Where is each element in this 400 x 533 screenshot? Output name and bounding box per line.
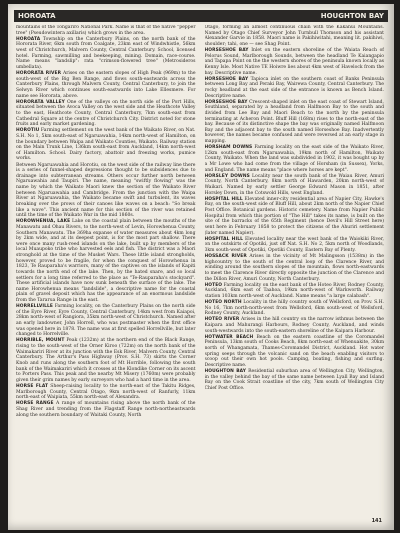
entry-headword: HOROWHENUA, LAKE: [16, 219, 71, 225]
entry-headword: HORSESHOE BAY: [204, 76, 249, 82]
entry-text: Farming locality on the east bank of the Hoteo River, Rodney County, Auckland, 6km east of Taahoa, 19km north-west of Warkworth. Railway station 103km north-west of Auckland. Name means "a large calabash".: [204, 282, 384, 299]
gazetteer-entry: [16, 128, 196, 162]
gazetteer-entry: [205, 174, 385, 197]
entry-text: Elevated locality near the west bank of the Waiokiki River, on the outskirts of Opotiki, just off Nat. S.H. No 2, 5km north of Woodlands, 3km south-west of Opotiki, Opotiki County, Eastern Bay of Plenty.: [204, 236, 384, 253]
entry-text: Arises in the vicinity of Mt Malingsson (1538m) in the highcountry to the south of the central loop of the Clarence River, and winding around the southern slopes of the mountain, flows north-eastwards to meet the Clarence River directly opposite the junction of the Clarence and the Dillon River, Amuri County, North Canterbury.: [204, 254, 384, 282]
entry-text: Farming settlement on the west bank of the Waikato River, on Nat. S.H. No 1, 5km south-east of Ngaruawahia, 14km north-west of Hamilton, on the boundary between Waipa and Waikato Counties, Waikato. Railway station on the Main Trunk Line, 136km south-east from Auckland, 14km north-west of Hamilton. School. Dairy factory, abattoir and freezing works, pumice works.: [16, 128, 196, 162]
entry-text: Peak (1232m) at the northern end of the Black Range, rising to the south-west of the Orner Kiroo (722m) on the north bank of the Waimakariri River at its junction with the Esk River, Malvern County, Central Canterbury. The Arthur's Pass Highway (Prov. S.H. 73) skirts the Corner Knob and runs along the southern foot of Mt Horrible, following the south bank of the Waimakariri which it crosses at the Klondike Corner on its ascent to Porters Pass. This peak and the nearby Mt Misery (1760m) were probably given their grim names by early surveyors who had a hard time in the area.: [16, 338, 196, 383]
entry-text: Inlet on the eastern shoreline of the Waiata Reach of Pelorus Sound, Marlborough Sounds, between the headland Te Kaiangapio and Tapapa Point on the the western shores of the peninsula known locally as Kenny Isle. Most Native TE Hoiwre lies about 4km west of Havelock from the bay. Descriptive name.: [204, 48, 384, 76]
gazetteer-entry: [205, 335, 385, 369]
entry-headword: HOTEO RIVER: [204, 317, 240, 323]
entry-text: Between Ngaruawahia and Horotiu, on the west side of the railway line there is a series of funnel-shaped depressions thought to be subsidences due to drainage into subterranean streams. Others occur further north between Ngaruawahia and Taupiri. The name, meaning "swiftly flowing" was the name by which the Waikato Maori knew the section of the Waikato River between Ngaruawahia and Cambridge. From the junction with the Waipa River at Ngaruawahia, the Waikato became swift and turbulent, its waves breaking over the prows of their canoes like waves on a beach: "So break like a wave". This ancient name for this section of the river was retained until the time of the Waikato War in the mid 1860s.: [16, 162, 196, 219]
gazetteer-entry: [205, 25, 385, 48]
text-columns: [16, 25, 384, 512]
gazetteer-entry: [205, 145, 385, 173]
entry-headword: HORSE RANGE: [16, 401, 54, 407]
entry-text: Lake on the coastal plain between the mouths of the Manawatu and Ohau Rivers, to the north-west of Levin, Horowhenua County, Southern Manawatu. The 369ha expanse of water measures about 4km long by 2km wide, and at its deepest point, is for the most part shallow. There were once many rush-reed islands on the lake, built up by members of the local Muaupoko tribe who harvested eels and fish. The district was a Maori stronghold at the time of the Musket Wars. These little island strongholds, however, proved to be fragile, for when the conquest of Horowhenua in 1823, Te Rauparaha's warriors, many of the captives on the islands of Kapiti towards the north end of the lake. Then, by the hated snare, and so local settlers for a long time referred to the place as "Te-Rauparaha's stockyard". These artificial islands have now sunk beneath the surface of the lake. The name Horowhenua means "landslide", a descriptive name for the coastal plain of gravel deposit which has the appearance of an enormous landslide from the Tararua Range in the east.: [16, 219, 196, 303]
entry-text: Farming locality, on the Canterbury Plains on the north side of the Eyre River, Eyre County, Central Canterbury, 14km west from Kaiapoi, 28km north-west of Rangiora, 35km north-west of Christchurch. Named after an early landowner, John Horrell, who was postmaster when the first office was opened here in 1878. The name was at first spelled Horrellville, but later changed to Horrelville.: [16, 304, 196, 338]
gazetteer-entry: [205, 317, 385, 334]
entry-text: Farming locality on the east side of the Waikato River, 12km south-east from Ngaruawahia, 19km north of Hamilton, Waikato County, Waikato. When the land was subdivided in 1902, it was bought up by a Mr Lowe who had come from the village of Horsham (in Sussex), Yorks, and England. The name means "place where horses are kept".: [204, 145, 384, 173]
entry-headword: HORSESHOE BAY: [204, 48, 249, 53]
entry-text: Locality in the hilly country south of Wellsford, on Prov. S.H. No 16, 7km north-north-west from Wellsford, 6km south-west of Wellsford, Rodney County, Auckland.: [204, 300, 384, 317]
entry-headword: HOSPITAL HILL: [204, 196, 243, 202]
entry-text: Locality near the south bank of the Waiau River, Amuri County, North Canterbury, 8km north of Hawarden, 20km north-west of Waikari. Named by early settler George Edward Mason in 1851, after Horsley Down, in the Cotswold Hills, west England.: [204, 173, 384, 196]
entry-headword: HOSSACK RIVER: [204, 254, 247, 259]
entry-headword: HOUGHTON BAY: [204, 369, 247, 374]
entry-headword: HORORATA VALLEY: [16, 99, 65, 105]
entry-text: mountains of the Tongariro National Park. Name is that of the native "pepper tree" (Pseudowintera axillaris) which grows in the area.: [16, 25, 196, 36]
entry-headword: HOTEO NORTH: [204, 300, 242, 305]
entry-text: Arises on the eastern slopes of High Peak (969m) to the south-west of the Big Ben Range, and flows south-eastwards across the Canterbury Plains, through Malvern County, Central Canterbury, to join the Selwyn River which continues south-eastwards into Lake Ellesmere. For name see Hororata, above.: [16, 71, 196, 99]
page-number: 141: [371, 518, 382, 524]
gazetteer-entry: [16, 401, 196, 418]
entry-headword: HORRIBLE, MOUNT: [16, 338, 65, 344]
entry-headword: HOTWATER BEACH: [204, 334, 254, 340]
gazetteer-entry: [205, 300, 385, 317]
entry-headword: HORSHAM DOWNS: [204, 145, 253, 151]
gazetteer-entry: [205, 77, 385, 100]
gazetteer-entry: [16, 338, 196, 383]
gazetteer-entry: [16, 37, 196, 71]
gazetteer-entry: [205, 237, 385, 254]
gazetteer-entry: [205, 254, 385, 282]
entry-text: Arises in the hill country on the narrow isthmus between the Kaipara and Mahurangi Harbours, Rodney County, Auckland, and winds south-westwards into the south-eastern shoreline of the Kaipara Harbour.: [204, 317, 384, 334]
gazetteer-entry: [16, 100, 196, 128]
gazetteer-entry: [205, 100, 385, 145]
gazetteer-entry: [16, 25, 196, 36]
gazetteer-entry: [16, 384, 196, 401]
entry-text: Beach on the eastern coastline of the Coromandel Peninsula, 13km south of Cooks Beach, 8km north-east of Whenuakite, 30km north of Whangamata, Thames-Coromandel District, Auckland. Hot water spring seeps through the volcanic sand on the beach enabling visitors to scoop out their own hot pools. Camping, boating, fishing and surfing. Descriptive name.: [204, 334, 384, 368]
header-left: HOROATA: [18, 12, 56, 20]
entry-text: A range of mountains rising above the north bank of the Shag River and trending from the Flagstaff Range north-northeastwards along the southern boundary of Waitaki County, North: [16, 401, 196, 418]
entry-text: Otago, forming an almost continuous chain with the Kakanui Mountains. Named by Otago Chief Surveyor John Turnbull Thomson and his assistant Alexander Garvie in 1858. Maori name is Pakihiwitahi, meaning lit. pakihiwi, shoulder; tahi, one — see Shag Point.: [204, 25, 384, 47]
entry-headword: HORSE FLAT: [16, 383, 49, 389]
right-column: [205, 25, 385, 512]
entry-headword: HORRELLVILLE: [16, 304, 53, 310]
gazetteer-entry: [205, 369, 385, 392]
entry-text: Tapioca inlet on the southern coast of Banks Peninsula between Long Bay and Peraki Bay, Wairewa County, Central Canterbury. The rocky headland at the east side of the entrance is known as Bench Island. Descriptive name.: [204, 76, 384, 99]
left-column: [16, 25, 196, 512]
gazetteer-entry: [16, 163, 196, 219]
entry-text: Residential suburban area of Wellington City, Wellington, in the valley behind the bay of the same name between Lyall Bay and Island Bay on the Cook Strait coastline of the city, 7km south of Wellington City Chief Post Office.: [204, 369, 384, 391]
gazetteer-entry: [205, 283, 385, 300]
book-page: [8, 4, 394, 530]
entry-headword: HOSPITAL HILL: [204, 236, 243, 242]
entry-headword: HOTEO: [204, 282, 223, 288]
gazetteer-entry: [16, 71, 196, 99]
running-header: [14, 10, 388, 22]
header-right: HOUGHTON BAY: [320, 12, 384, 20]
gazetteer-entry: [205, 48, 385, 76]
entry-text: Crescent-shaped inlet on the east coast of Stewart Island, Southland, separated by a headland from Halfmoon Bay to the south and divided from Lee Bay and Maori Beach to the north by the peninsula terminating at Acheron Point. Bluff Hill (168m) rises to the north-east of the bay. Because of its distinctive shape the bay was originally named Halfmoon Bay and the adjacent bay to the south named Horseshoe Bay. Inadvertently however, the names became confused and were reversed at an early stage in mapping.: [204, 99, 384, 144]
entry-headword: HOROTIU: [16, 128, 40, 134]
gazetteer-entry: [16, 304, 196, 338]
entry-text: Sheep-raising locality to the north-east of the Takitu Ridges, Marlborough County, Central Otago, 9km north-west of Ranfurly, 11km north-east of Waipiata, 55km north-east of Alexandra.: [16, 383, 196, 401]
entry-headword: HOROATA: [16, 36, 41, 42]
gazetteer-entry: [205, 197, 385, 236]
entry-text: Township on the Canterbury Plains, on the north bank of the Hororata River, 6km south from Coalgate, 23km east of Windwhistle, 56km west of Christchurch, Malvern County, Central Canterbury. School, licensed hotel. Farming, sawmilling and beekeeping, mining. Domain, race-course. Name means "landslip": rata "crimson-flowered tree" (Metrosideros umbellata).: [16, 36, 196, 70]
entry-headword: HORSLEY DOWNS: [204, 173, 250, 179]
gazetteer-entry: [16, 219, 196, 303]
entry-headword: HORSESHOE BAY: [204, 99, 248, 105]
entry-text: One of the valleys on the north side of the Port Hills, situated between the Avoca Valley on the west side and the Heathcote Valley to the east, Heathcote County, Central Canterbury, 7km south-east from Cathedral Square at the centre of Christchurch City. District noted for stone fruits and early market gardening.: [16, 99, 196, 128]
entry-headword: HORORATA RIVER: [16, 71, 62, 76]
entry-text: Elevated inner-city residential area of Napier City, Hawke's Bay, on the south-west side of Bluff Hill, about 2km north of the Napier Chief Post Office. Botanical gardens. Historic cemetery. Name from Napier Public Hospital from which this portion of "The Hill" takes its name, is built on the site of the barracks of the 65th Regiment (hence Devil's Hill Street here) sent here in February 1858 to protect the citizens of the Ahuriri settlement (later named Napier).: [204, 196, 384, 236]
